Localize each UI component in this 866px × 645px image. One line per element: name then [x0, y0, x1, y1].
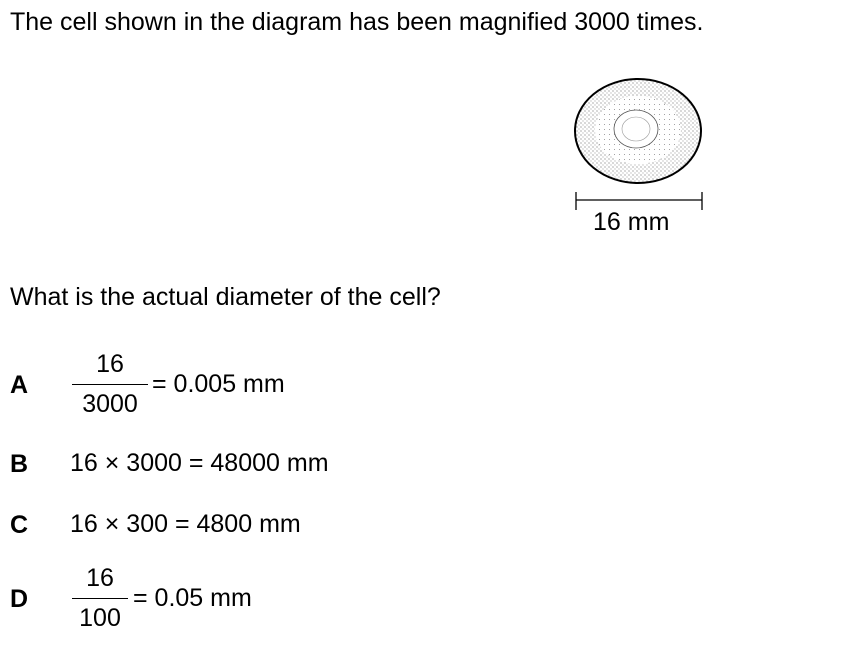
- option-a-numerator: 16: [96, 350, 124, 378]
- option-c-text: 16 × 300 = 4800 mm: [70, 510, 301, 538]
- option-d-letter[interactable]: D: [10, 585, 29, 613]
- option-d-fraction: [72, 563, 128, 633]
- option-d-result: = 0.05 mm: [133, 584, 252, 612]
- option-c-letter[interactable]: C: [10, 511, 29, 539]
- option-a-result: = 0.005 mm: [152, 370, 285, 398]
- fraction-bar: [72, 598, 128, 599]
- question-text: What is the actual diameter of the cell?: [10, 283, 441, 311]
- option-a-letter[interactable]: A: [10, 371, 29, 399]
- option-d-numerator: 16: [86, 564, 114, 592]
- option-d-denominator: 100: [79, 604, 121, 632]
- scale-label: 16 mm: [593, 208, 670, 236]
- option-a-denominator: 3000: [82, 390, 138, 418]
- fraction-bar: [72, 384, 148, 385]
- option-b-text: 16 × 3000 = 48000 mm: [70, 449, 329, 477]
- option-b-letter[interactable]: B: [10, 450, 29, 478]
- question-stem: The cell shown in the diagram has been magnified 3000 times.: [10, 8, 704, 36]
- option-a-fraction: [72, 349, 148, 419]
